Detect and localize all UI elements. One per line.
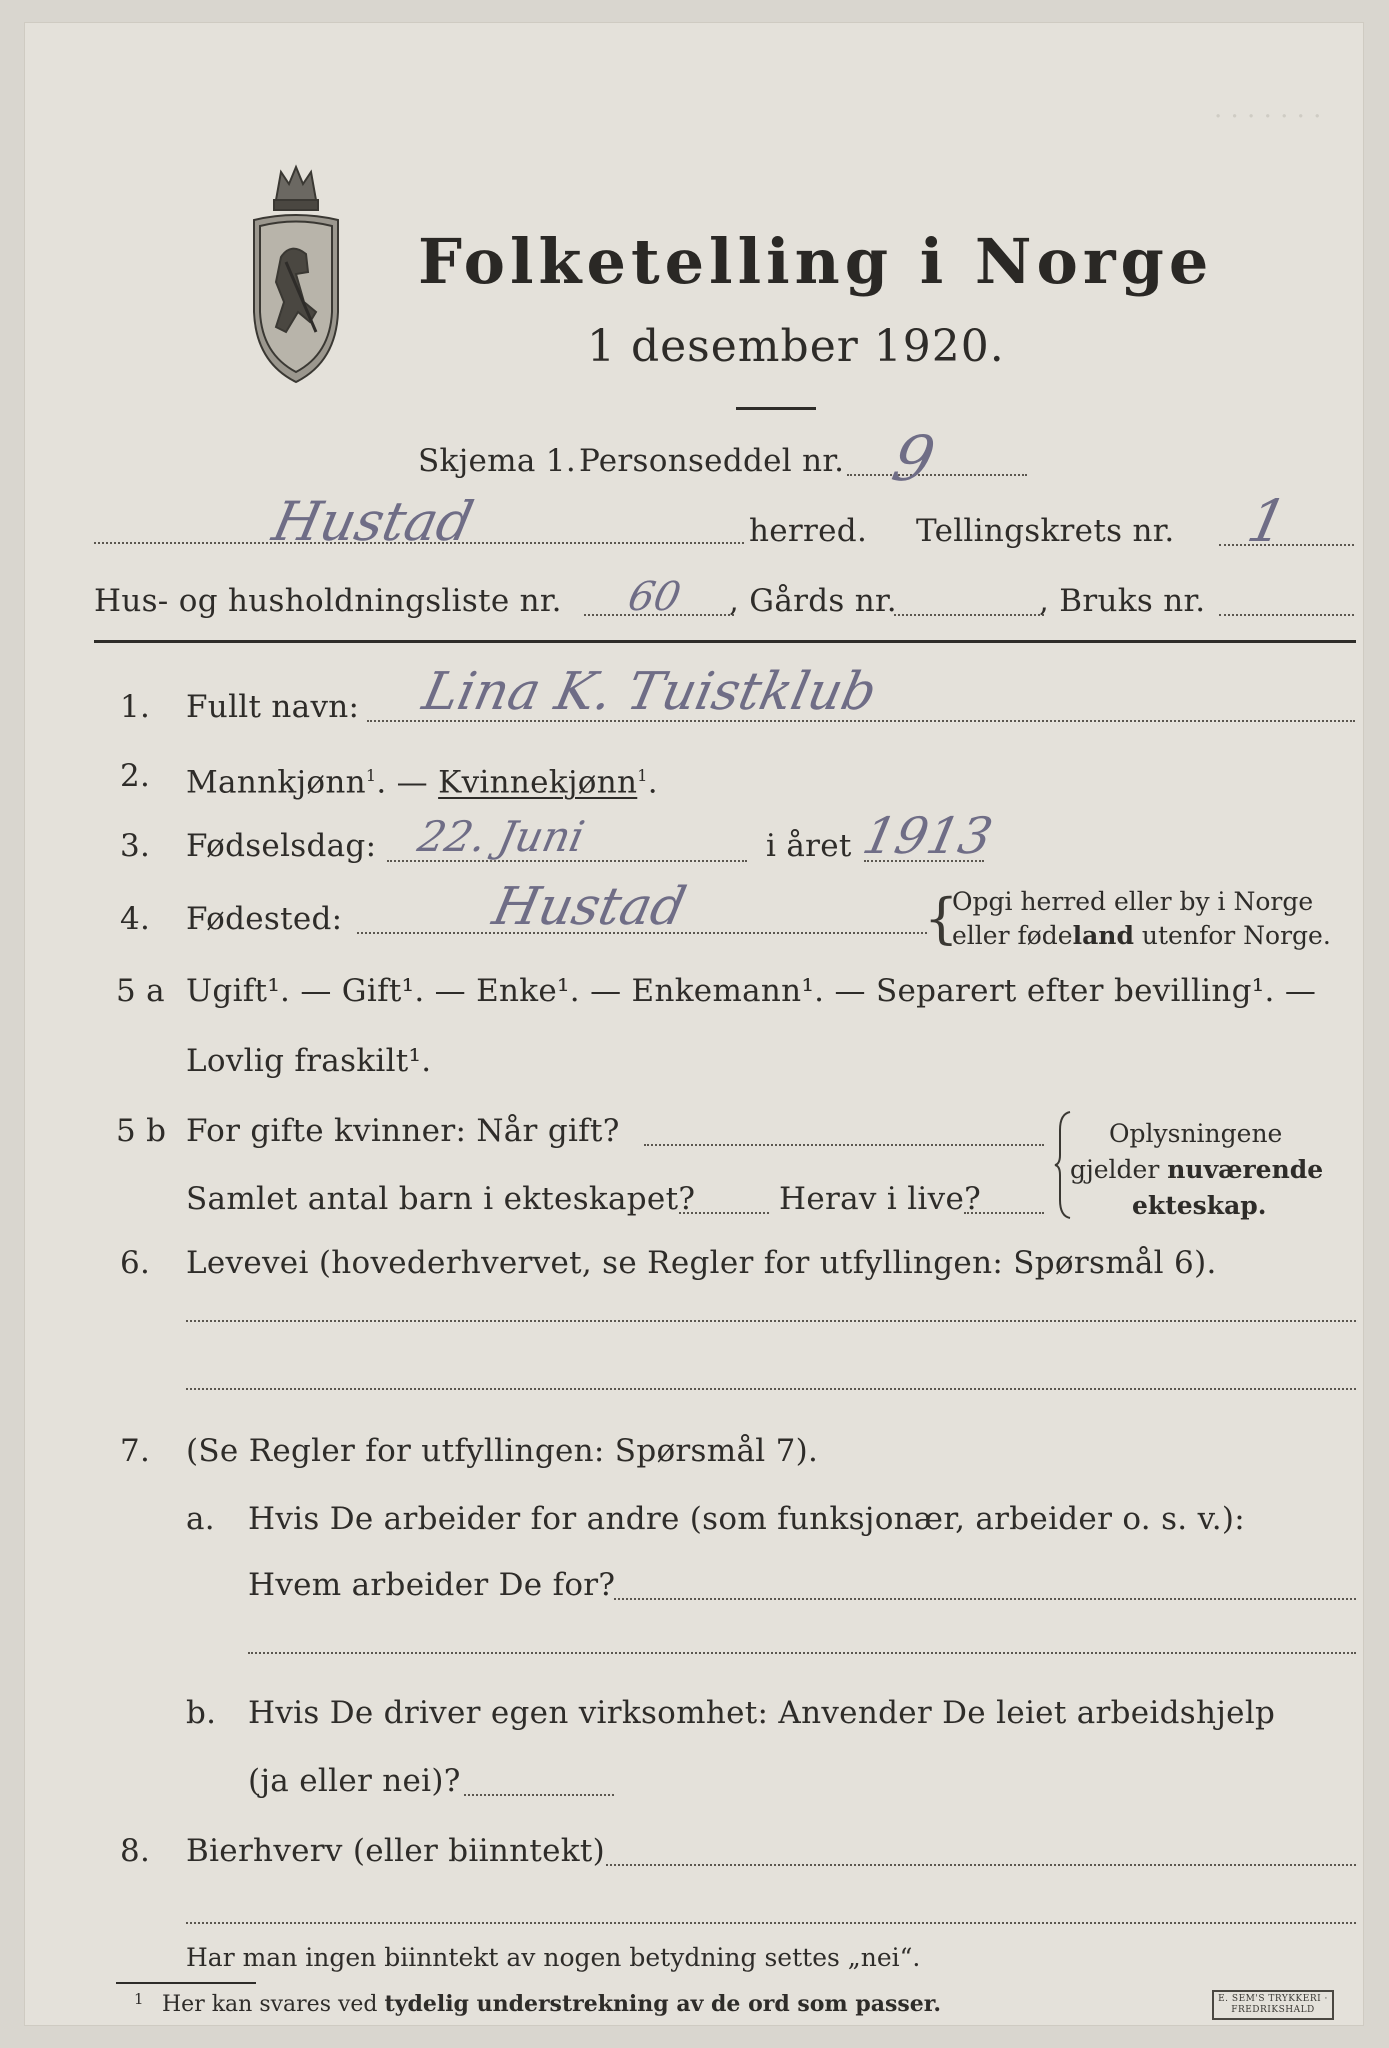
- birthday-value: 22. Juni: [413, 812, 589, 861]
- printer-mark: E. SEM'S TRYKKERI · FREDRIKSHALD: [1212, 1990, 1334, 2020]
- employer-field-2[interactable]: [248, 1652, 1356, 1654]
- female-option[interactable]: Kvinnekjønn: [438, 764, 638, 801]
- personseddel-value: 9: [886, 422, 942, 495]
- q5a-number: 5 a: [116, 973, 165, 1009]
- header-divider: [94, 640, 1356, 643]
- personseddel-field[interactable]: [847, 474, 1027, 476]
- q2-sex-options: [186, 757, 658, 801]
- q3-number: 3.: [120, 828, 151, 864]
- bruks-field[interactable]: [1219, 614, 1354, 616]
- footnote-ref: 1: [637, 766, 648, 785]
- brace: {: [924, 887, 959, 950]
- birth-year-value: 1913: [857, 807, 998, 865]
- coat-of-arms-icon: [246, 162, 346, 392]
- q4-label: Fødested:: [186, 901, 343, 937]
- marital-status-options[interactable]: Ugift¹. — Gift¹. — Enke¹. — Enkemann¹. — Separert efter bevilling¹. —: [186, 973, 1317, 1009]
- side-income-field-2[interactable]: [186, 1922, 1356, 1924]
- q8-label: Bierhverv (eller biinntekt): [186, 1833, 606, 1869]
- marriage-note-1: Oplysningene: [1109, 1119, 1283, 1148]
- marriage-note-2: gjelder nuværende: [1070, 1155, 1324, 1184]
- children-total-label: Samlet antal barn i ekteskapet?: [186, 1181, 696, 1217]
- birth-year-label: i året: [766, 828, 852, 864]
- male-option[interactable]: Mannkjønn: [186, 764, 366, 801]
- footnote-rule: [116, 1982, 256, 1984]
- birthplace-value: Hustad: [487, 877, 692, 937]
- q2-number: 2.: [120, 758, 151, 794]
- q3-label: Fødselsdag:: [186, 828, 377, 864]
- q7b-question: Hvis De driver egen virksomhet: Anvender De leiet arbeidshjelp: [248, 1695, 1276, 1731]
- birthplace-note-1: Opgi herred eller by i Norge: [952, 887, 1314, 916]
- employer-label: Hvem arbeider De for?: [248, 1567, 616, 1603]
- q7-label: (Se Regler for utfyllingen: Spørsmål 7).: [186, 1433, 819, 1469]
- title-rule: [736, 407, 816, 410]
- q8-number: 8.: [120, 1833, 151, 1869]
- married-when-label: For gifte kvinner: Når gift?: [186, 1113, 620, 1149]
- separator: .: [647, 764, 658, 801]
- q1-label: Fullt navn:: [186, 689, 360, 725]
- bruks-label: , Bruks nr.: [1039, 583, 1206, 619]
- birthplace-note-2: eller fødeland utenfor Norge.: [952, 921, 1331, 950]
- footnote-text: Her kan svares ved tydelig understrekning av de ord som passer.: [162, 1991, 942, 2017]
- hired-help-label: (ja eller nei)?: [248, 1763, 461, 1799]
- q7a-letter: a.: [186, 1501, 215, 1537]
- children-alive-field[interactable]: [964, 1212, 1044, 1214]
- tellingskrets-field[interactable]: [1219, 544, 1354, 546]
- q1-number: 1.: [120, 689, 151, 725]
- children-alive-label: Herav i live?: [779, 1181, 982, 1217]
- household-list-value: 60: [624, 574, 685, 620]
- q7b-letter: b.: [186, 1695, 217, 1731]
- census-form-sheet: [24, 22, 1364, 2026]
- children-total-field[interactable]: [679, 1212, 769, 1214]
- herred-value: Hustad: [267, 490, 479, 553]
- marital-status-options-2[interactable]: Lovlig fraskilt¹.: [186, 1043, 432, 1079]
- form-title: Folketelling i Norge: [418, 225, 1214, 298]
- occupation-field-2[interactable]: [186, 1388, 1356, 1390]
- side-income-field[interactable]: [606, 1864, 1356, 1866]
- marriage-note-3: ekteskap.: [1132, 1191, 1267, 1220]
- schema-label: Skjema 1.: [418, 443, 576, 479]
- gards-label: , Gårds nr.: [729, 583, 897, 619]
- married-when-field[interactable]: [644, 1144, 1044, 1146]
- herred-label: herred.: [749, 513, 868, 549]
- show-through-text: · · · · · · ·: [1214, 102, 1322, 132]
- q6-number: 6.: [120, 1245, 151, 1281]
- separator: . —: [376, 764, 428, 801]
- tellingskrets-value: 1: [1241, 487, 1294, 555]
- no-income-note: Har man ingen biinntekt av nogen betydning settes „nei“.: [186, 1943, 921, 1972]
- gards-field[interactable]: [894, 614, 1044, 616]
- tellingskrets-label: Tellingskrets nr.: [916, 513, 1175, 549]
- household-list-label: Hus- og husholdningsliste nr.: [94, 583, 562, 619]
- q6-label: Levevei (hovederhvervet, se Regler for utfyllingen: Spørsmål 6).: [186, 1245, 1217, 1281]
- footnote-ref: 1: [365, 766, 377, 785]
- personseddel-label: Personseddel nr.: [579, 443, 845, 479]
- q7a-question: Hvis De arbeider for andre (som funksjonær, arbeider o. s. v.):: [248, 1501, 1246, 1537]
- footnote-number: 1: [134, 1990, 144, 2008]
- census-date: 1 desember 1920.: [587, 321, 1005, 372]
- q4-number: 4.: [120, 901, 151, 937]
- q7-number: 7.: [120, 1433, 151, 1469]
- full-name-value: Lina K. Tuistklub: [417, 662, 882, 722]
- employer-field[interactable]: [614, 1598, 1356, 1600]
- occupation-field-1[interactable]: [186, 1320, 1356, 1322]
- hired-help-field[interactable]: [464, 1794, 614, 1796]
- q5b-number: 5 b: [116, 1113, 167, 1149]
